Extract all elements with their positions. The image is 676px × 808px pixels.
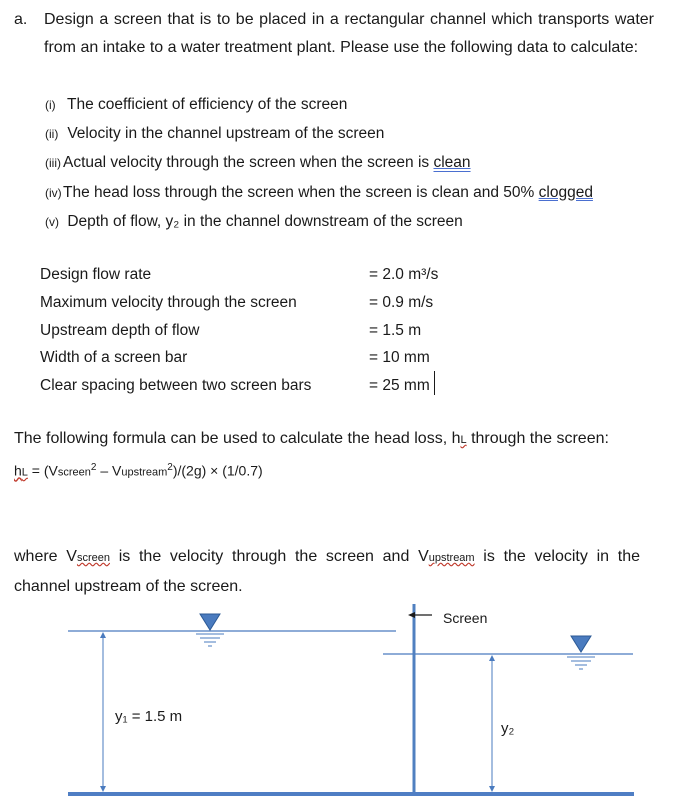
channel-bed bbox=[68, 792, 634, 796]
where-text-2: is the velocity through the screen and V bbox=[110, 548, 429, 565]
y1-label: y₁ = 1.5 m bbox=[115, 708, 183, 725]
data-value: = 0.9 m/s bbox=[369, 293, 434, 311]
where-sub-1: screen bbox=[76, 552, 110, 564]
data-label: Clear spacing between two screen bars bbox=[40, 377, 312, 395]
formula-lhs: h bbox=[14, 462, 22, 479]
y1-dimension-arrow bbox=[100, 632, 106, 792]
task-text-underlined: clean bbox=[433, 154, 471, 172]
formula-eq: = (V bbox=[27, 462, 58, 479]
where-sub-2: upstream bbox=[428, 552, 475, 564]
question-marker: a. bbox=[14, 11, 28, 28]
formula-sq1: 2 bbox=[90, 462, 97, 473]
data-value: = 25 mm bbox=[369, 377, 430, 395]
data-value: = 10 mm bbox=[369, 349, 430, 367]
data-label: Design flow rate bbox=[40, 266, 152, 283]
water-level-marker-icon bbox=[567, 636, 595, 669]
task-number: (iv) bbox=[45, 185, 62, 200]
formula-sq2: 2 bbox=[167, 462, 173, 473]
formula-end: )/(2g) × (1/0.7) bbox=[172, 462, 263, 479]
task-text: The coefficient of efficiency of the screen bbox=[67, 96, 348, 113]
formula-intro-text: The following formula can be used to calculate the head loss, h bbox=[14, 430, 461, 447]
data-label: Width of a screen bar bbox=[40, 349, 188, 367]
y2-label: y₂ bbox=[501, 720, 515, 737]
task-number: (v) bbox=[45, 214, 59, 229]
formula-v1-sub: screen bbox=[57, 466, 91, 479]
formula-intro-end: through the screen: bbox=[466, 430, 609, 447]
data-value: = 1.5 m bbox=[369, 321, 422, 339]
formula-mid: – V bbox=[96, 462, 122, 479]
data-label: Upstream depth of flow bbox=[40, 321, 200, 339]
task-number: (i) bbox=[45, 98, 56, 112]
task-text: Velocity in the channel upstream of the screen bbox=[67, 125, 385, 143]
data-value: = 2.0 m³/s bbox=[369, 266, 439, 283]
formula-lhs-sub: L bbox=[21, 466, 28, 479]
where-text-3: is the velocity in the channel upstream of the screen. bbox=[14, 548, 640, 595]
task-number: (ii) bbox=[45, 127, 59, 142]
where-text-1: where V bbox=[14, 548, 77, 565]
formula-v2-sub: upstream bbox=[121, 466, 168, 479]
y2-dimension-arrow bbox=[489, 655, 495, 792]
water-level-marker-icon bbox=[196, 614, 224, 646]
arrow-left-icon bbox=[408, 612, 432, 618]
task-text: The head loss through the screen when the screen is clean and 50% bbox=[63, 183, 539, 201]
question-text: Design a screen that is to be placed in a rectangular channel which transports water from an intake to a water treatment plant. Please use the following data to calculate: bbox=[44, 11, 654, 56]
task-text: Depth of flow, y₂ in the channel downstream of the screen bbox=[67, 212, 463, 230]
screen-label: Screen bbox=[443, 610, 488, 626]
task-text: Actual velocity through the screen when the screen is bbox=[63, 154, 434, 172]
data-label: Maximum velocity through the screen bbox=[40, 293, 297, 311]
task-number: (iii) bbox=[45, 156, 61, 171]
formula-intro-sub: L bbox=[460, 434, 467, 446]
task-text-underlined: clogged bbox=[538, 183, 593, 201]
